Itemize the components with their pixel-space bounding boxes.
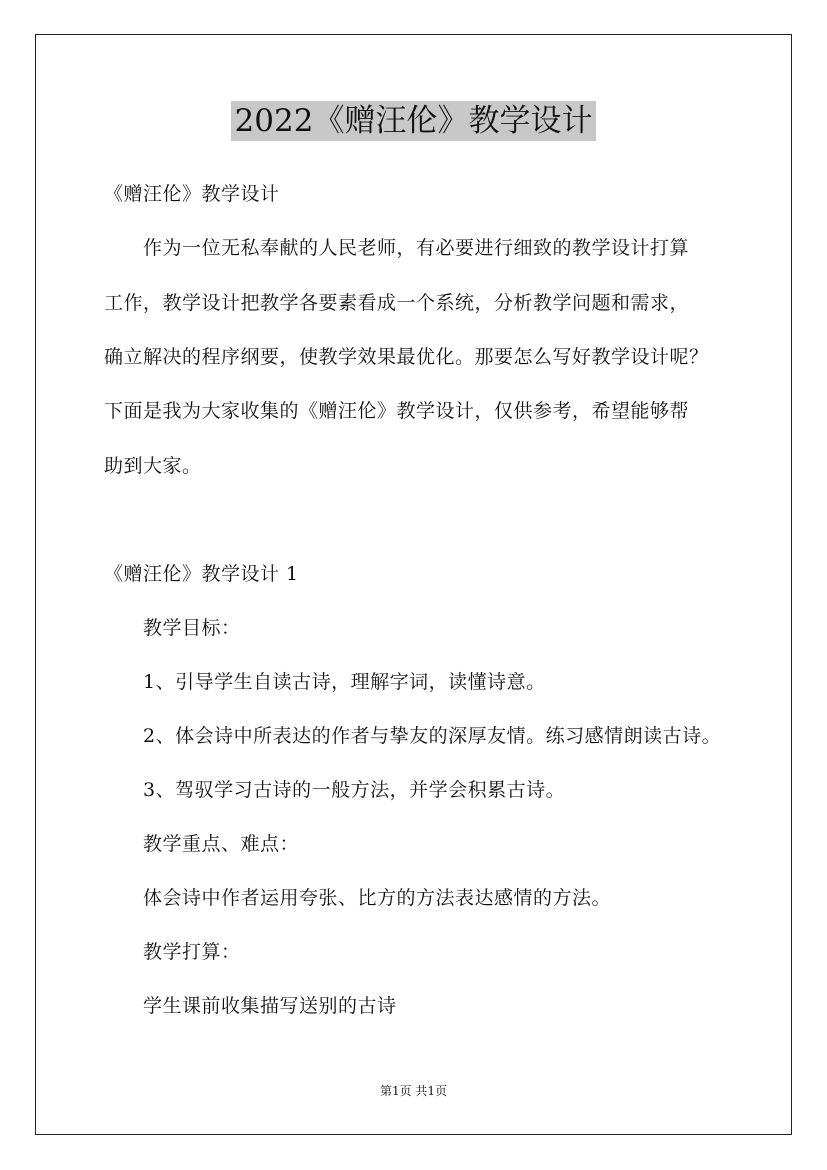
intro-heading: 《赠汪伦》教学设计 — [104, 183, 280, 205]
intro-line: 下面是我为大家收集的《赠汪伦》教学设计，仅供参考，希望能够帮 — [104, 400, 690, 422]
section-line: 3、驾驭学习古诗的一般方法，并学会积累古诗。 — [143, 779, 566, 801]
section-heading: 《赠汪伦》教学设计 1 — [104, 563, 299, 585]
title-container — [0, 101, 827, 141]
section-line: 教学目标： — [143, 617, 241, 639]
intro-line: 工作，教学设计把教学各要素看成一个系统，分析教学问题和需求， — [104, 292, 690, 314]
section-line: 1、引导学生自读古诗，理解字词，读懂诗意。 — [143, 671, 546, 693]
intro-line: 作为一位无私奉献的人民老师，有必要进行细致的教学设计打算 — [143, 237, 690, 259]
section-line: 教学打算： — [143, 941, 241, 963]
document-title: 2022《赠汪伦》教学设计 — [231, 101, 597, 141]
section-line: 教学重点、难点： — [143, 833, 300, 855]
section-line: 学生课前收集描写送别的古诗 — [143, 995, 397, 1017]
intro-line: 助到大家。 — [104, 455, 202, 477]
intro-line: 确立解决的程序纲要，使教学效果最优化。那要怎么写好教学设计呢？ — [104, 346, 709, 368]
page-footer: 第1页 共1页 — [379, 1084, 448, 1098]
section-line: 2、体会诗中所表达的作者与挚友的深厚友情。练习感情朗读古诗。 — [143, 725, 722, 747]
section-line: 体会诗中作者运用夸张、比方的方法表达感情的方法。 — [143, 887, 612, 909]
